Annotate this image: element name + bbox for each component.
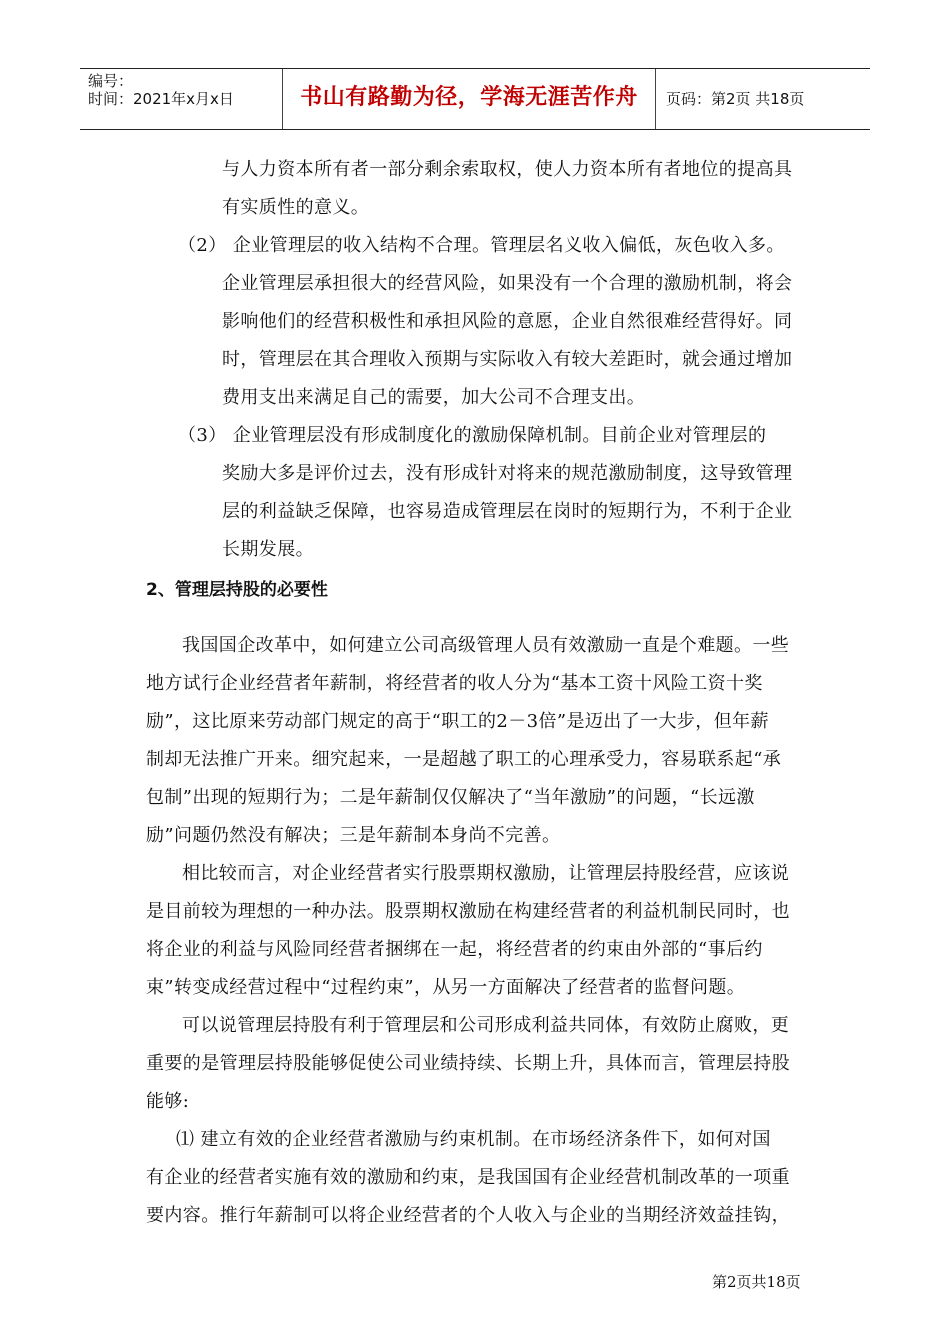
paragraph-line: 重要的是管理层持股能够促使公司业绩持续、长期上升，具体而言，管理层持股 <box>146 1053 790 1074</box>
paragraph-line: 制却无法推广开来。细究起来，一是超越了职工的心理承受力，容易联系起“承 <box>146 749 782 770</box>
header-page-cell <box>656 69 870 129</box>
paragraph-line: 时，管理层在其合理收入预期与实际收入有较大差距时，就会通过增加 <box>222 349 793 370</box>
paragraph-line: 有实质性的意义。 <box>222 197 370 218</box>
paragraph-line: 与人力资本所有者一部分剩余索取权，使人力资本所有者地位的提高具 <box>222 159 793 180</box>
paragraph-line: 我国国企改革中，如何建立公司高级管理人员有效激励一直是个难题。一些 <box>182 635 790 656</box>
section-heading: 2、管理层持股的必要性 <box>146 580 328 600</box>
paragraph-line: 可以说管理层持股有利于管理层和公司形成利益共同体，有效防止腐败，更 <box>182 1015 790 1036</box>
paragraph-line: 能够: <box>146 1091 190 1112</box>
paragraph-line: 将企业的利益与风险同经营者捆绑在一起，将经营者的约束由外部的“事后约 <box>146 939 763 960</box>
list-item-1-line: ⑴ 建立有效的企业经营者激励与约束机制。在市场经济条件下，如何对国 <box>176 1129 771 1150</box>
paragraph-line: 要内容。推行年薪制可以将企业经营者的个人收入与企业的当期经济效益挂钩， <box>146 1205 790 1226</box>
paragraph-line: 相比较而言，对企业经营者实行股票期权激励，让管理层持股经营，应该说 <box>182 863 790 884</box>
page-footer: 第2页共18页 <box>712 1273 801 1291</box>
document-code-label: 编号： <box>88 72 134 90</box>
list-item-2-line: （2） 企业管理层的收入结构不合理。管理层名义收入偏低，灰色收入多。 <box>178 235 785 256</box>
header-page-info: 页码：第2页 共18页 <box>666 90 805 108</box>
paragraph-line: 有企业的经营者实施有效的激励和约束，是我国国有企业经营机制改革的一项重 <box>146 1167 790 1188</box>
paragraph-line: 影响他们的经营积极性和承担风险的意愿，企业自然很难经营得好。同 <box>222 311 793 332</box>
paragraph-line: 企业管理层承担很大的经营风险，如果没有一个合理的激励机制，将会 <box>222 273 793 294</box>
paragraph-line: 励”问题仍然没有解决；三是年薪制本身尚不完善。 <box>146 825 561 846</box>
paragraph-line: 是目前较为理想的一种办法。股票期权激励在构建经营者的利益机制民同时，也 <box>146 901 790 922</box>
paragraph-line: 励”，这比原来劳动部门规定的高于“职工的2－3倍”是迈出了一大步，但年薪 <box>146 711 769 732</box>
header-meta-cell <box>80 69 283 129</box>
paragraph-line: 费用支出来满足自己的需要，加大公司不合理支出。 <box>222 387 646 408</box>
document-header <box>80 68 870 130</box>
list-item-3-line: （3） 企业管理层没有形成制度化的激励保障机制。目前企业对管理层的 <box>178 425 767 446</box>
paragraph-line: 束”转变成经营过程中“过程约束”，从另一方面解决了经营者的监督问题。 <box>146 977 746 998</box>
document-time-label: 时间：2021年x月x日 <box>88 90 234 108</box>
paragraph-line: 奖励大多是评价过去，没有形成针对将来的规范激励制度，这导致管理 <box>222 463 793 484</box>
header-motto: 书山有路勤为径，学海无涯苦作舟 <box>300 85 638 110</box>
header-motto-cell <box>283 69 656 129</box>
paragraph-line: 地方试行企业经营者年薪制，将经营者的收人分为“基本工资十风险工资十奖 <box>146 673 763 694</box>
paragraph-line: 长期发展。 <box>222 539 314 560</box>
paragraph-line: 包制”出现的短期行为；二是年薪制仅仅解决了“当年激励”的问题，“长远激 <box>146 787 755 808</box>
paragraph-line: 层的利益缺乏保障，也容易造成管理层在岗时的短期行为，不利于企业 <box>222 501 793 522</box>
